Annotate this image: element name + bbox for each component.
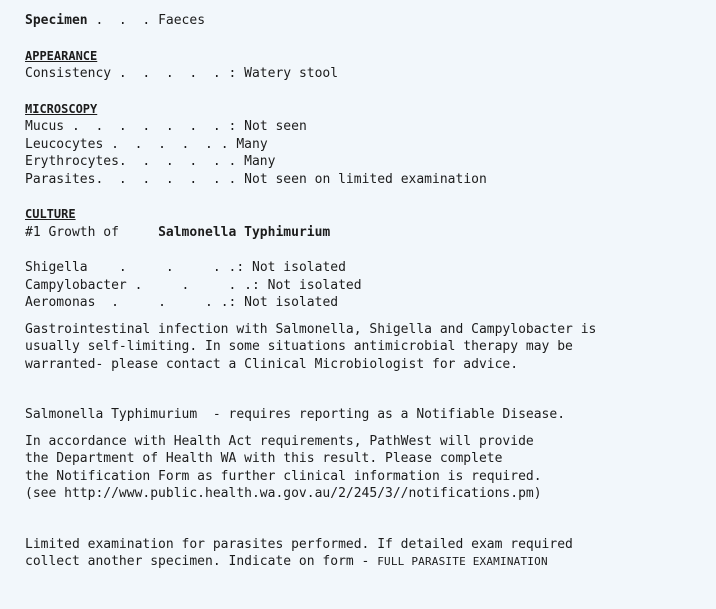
spacer — [25, 424, 716, 433]
row-label: Erythrocytes — [25, 154, 119, 169]
notifiable-line — [25, 406, 716, 424]
specimen-value: Faeces — [158, 13, 206, 28]
consistency-dots: . . . . . — [111, 66, 229, 81]
consistency-value: Watery stool — [244, 66, 339, 81]
row-label: Aeromonas — [25, 295, 96, 310]
specimen-dots: . . . — [87, 13, 159, 28]
microscopy-row-erythrocytes — [25, 153, 716, 171]
spacer — [25, 83, 716, 101]
consistency-label: Consistency — [25, 66, 112, 81]
row-value: Not isolated — [267, 277, 362, 293]
notifiable-text: - requires reporting as a Notifiable Disease. — [197, 407, 566, 422]
row-value: Not isolated — [244, 295, 339, 310]
row-dots: . . . — [87, 260, 229, 275]
microscopy-row-mucus — [25, 118, 716, 136]
microscopy-row-parasites — [25, 171, 716, 189]
row-dots: . . . . . . . — [64, 119, 229, 134]
row-value: Not seen — [244, 119, 307, 134]
row-label: Mucus — [25, 119, 65, 134]
health-act-url-line: (see http://www.public.health.wa.gov.au/2/245/3//notifications.pm) — [25, 486, 542, 501]
row-dots: . . . — [126, 277, 245, 293]
row-label: Parasites — [25, 171, 96, 187]
health-act-line: In accordance with Health Act requirements, PathWest will provide — [25, 433, 534, 449]
comment-line: usually self-limiting. In some situations antimicrobial therapy may be — [25, 339, 573, 354]
row-dots: . . . . . — [103, 136, 221, 152]
row-dots: . . . . . . — [95, 171, 229, 187]
spacer — [25, 241, 716, 259]
row-sep: . — [220, 136, 237, 152]
microscopy-row-leucocytes — [25, 136, 716, 154]
spacer — [25, 373, 716, 406]
row-sep: .: — [228, 260, 252, 275]
parasite-note-prefix: collect another specimen. Indicate on form - — [25, 554, 378, 569]
row-label: Campylobacter — [25, 277, 127, 293]
growth-row — [25, 224, 716, 242]
spacer — [25, 30, 716, 48]
row-value: Not seen on limited examination — [244, 171, 487, 187]
comment-line: Gastrointestinal infection with Salmonella, Shigella and Campylobacter is — [25, 321, 597, 337]
consistency-row — [25, 65, 716, 83]
specimen-row — [25, 12, 716, 30]
row-sep: : — [228, 119, 245, 134]
health-act-line: the Department of Health WA with this result. Please complete — [25, 451, 503, 466]
row-value: Many — [236, 136, 268, 152]
spacer — [25, 188, 716, 206]
row-sep: .: — [220, 295, 245, 310]
row-value: Not isolated — [252, 260, 346, 275]
growth-organism: Salmonella Typhimurium — [158, 224, 331, 240]
row-label: Shigella — [25, 260, 88, 275]
microscopy-heading: MICROSCOPY — [25, 101, 98, 116]
row-label: Leucocytes — [25, 136, 104, 152]
culture-row-campylobacter — [25, 277, 716, 295]
parasite-note-line — [25, 553, 716, 571]
row-dots: . . . . . — [118, 154, 229, 169]
spacer — [25, 503, 716, 536]
parasite-note-caps: FULL PARASITE EXAMINATION — [377, 555, 548, 568]
notifiable-organism: Salmonella Typhimurium — [25, 407, 198, 422]
row-dots: . . . — [95, 295, 221, 310]
row-sep: . — [228, 154, 245, 169]
spacer — [25, 312, 716, 321]
comment-line: warranted- please contact a Clinical Microbiologist for advice. — [25, 356, 519, 372]
culture-heading: CULTURE — [25, 207, 76, 221]
culture-row-aeromonas — [25, 294, 716, 312]
specimen-label: Specimen — [25, 13, 88, 28]
parasite-note-line: Limited examination for parasites performed. If detailed exam required — [25, 536, 573, 552]
appearance-heading: APPEARANCE — [25, 48, 98, 63]
row-sep: .: — [244, 277, 268, 293]
row-value: Many — [244, 154, 276, 169]
growth-prefix: #1 Growth of — [25, 224, 159, 240]
row-sep: . — [228, 171, 245, 187]
culture-row-shigella — [25, 259, 716, 277]
health-act-line: the Notification Form as further clinical information is required. — [25, 468, 542, 484]
consistency-sep: : — [228, 66, 245, 81]
